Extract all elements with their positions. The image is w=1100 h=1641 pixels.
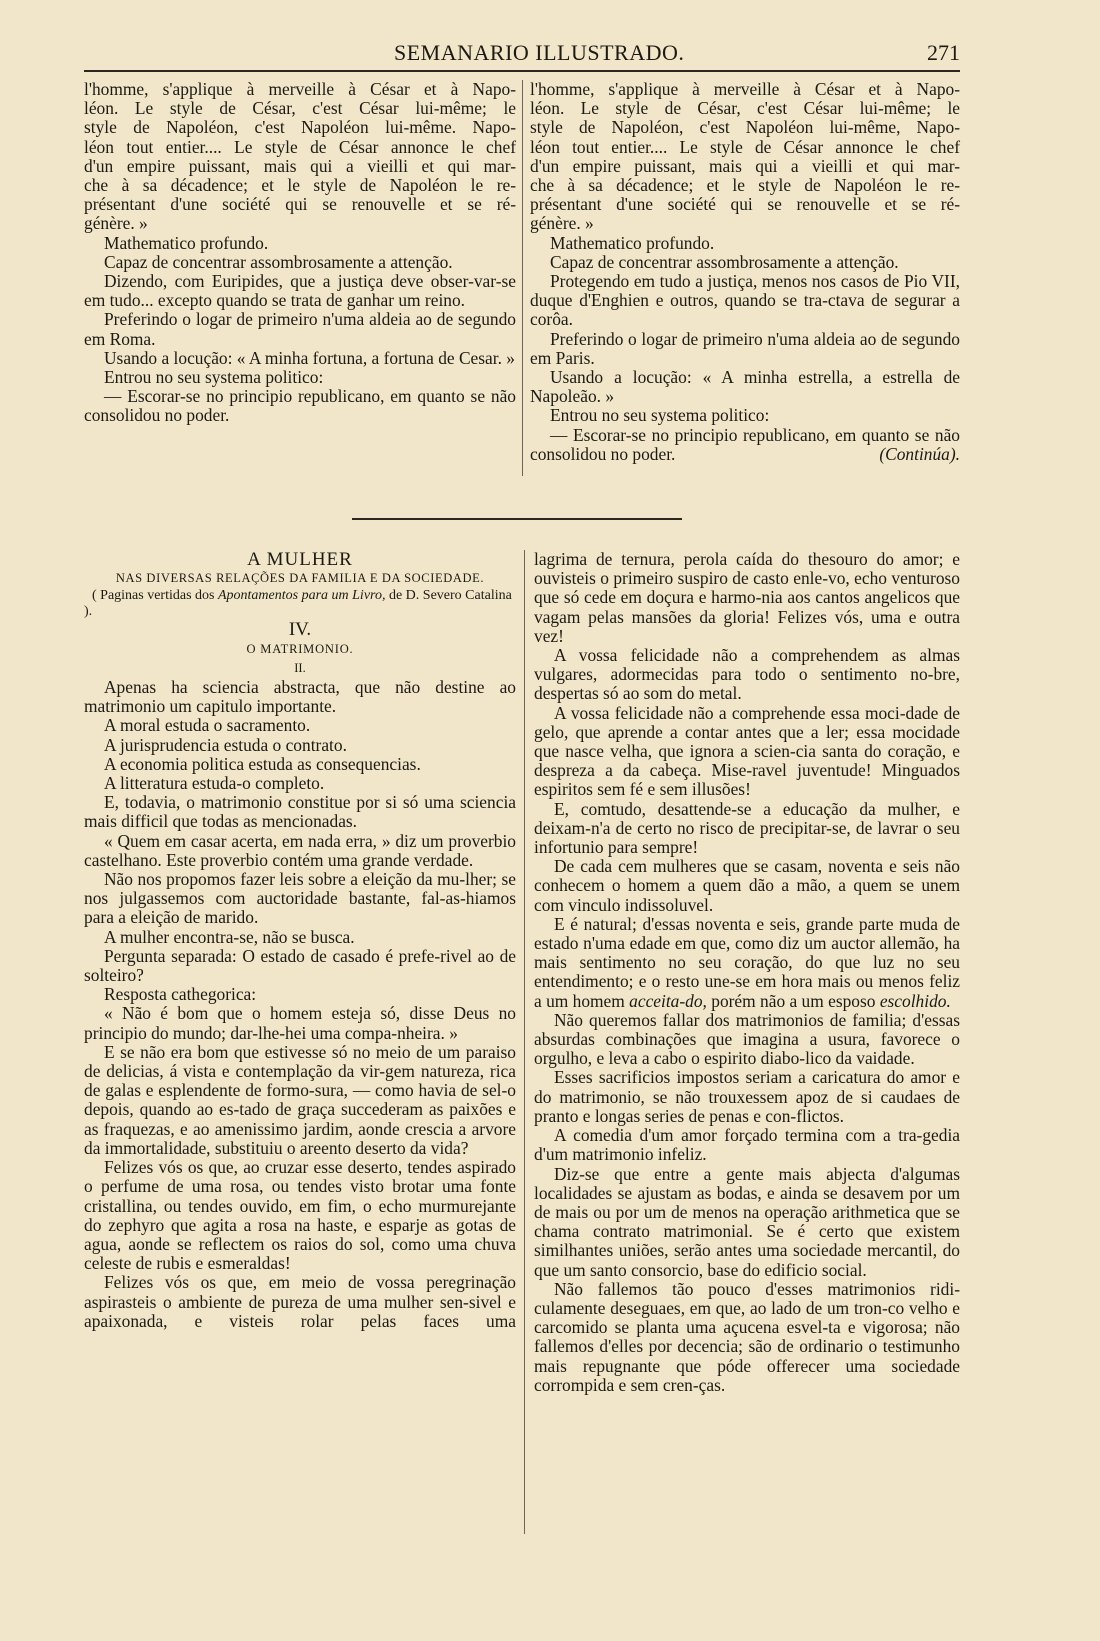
article-subtitle: NAS DIVERSAS RELAÇÕES DA FAMILIA E DA SOCIEDADE. (115, 571, 485, 586)
paragraph: A jurisprudencia estuda o contrato. (104, 734, 347, 755)
paragraph: A economia politica estuda as consequencias. (104, 753, 421, 774)
quote-line: présentant d'une société qui se renouvelle et se ré- (84, 194, 516, 215)
quote-line: d'un empire puissant, mais qui a vieilli et qui mar- (84, 155, 516, 176)
top-right-column (530, 80, 960, 464)
paragraph-continued: lagrima de ternura, perola caída do thesouro do amor; e ouvisteis o primeiro suspiro de casto enle-vo, echo venturoso que só cede em doçura e harmo-nia aos cantos angelicos que vagam pelas mansões da gloria! Felizes vós, uma e outra vez! (534, 549, 960, 646)
page-number: 271 (927, 40, 960, 65)
article-right-column (534, 550, 960, 1395)
paragraph: Entrou no seu systema politico: (550, 405, 770, 426)
paragraph: A litteratura estuda-o completo. (104, 773, 325, 794)
paragraph: A vossa felicidade não a comprehende essa moci-dade de gelo, que aprende a contar antes que a ler; essa mocidade que nasce velha, que ignora a scien-cia santa do coração, e despreza a da cabeça. Mise-ravel juventude! Minguados espiritos sem fé e sem illusões! (534, 702, 960, 800)
top-left-column (84, 80, 516, 426)
quote-line: léon. Le style de César, c'est César lui-même; le (530, 98, 960, 119)
quote-line: léon tout entier.... Le style de César annonce le chef (530, 136, 960, 157)
page-header (84, 40, 960, 72)
paragraph: Apenas ha sciencia abstracta, que não destine ao matrimonio um capitulo importante. (84, 677, 516, 717)
chapter-number: IV. (288, 619, 312, 641)
paragraph: Preferindo o logar de primeiro n'uma aldeia ao de segundo em Roma. (84, 309, 516, 349)
emphasis: acceita-do, (629, 990, 707, 1011)
column-divider (522, 80, 523, 476)
paragraph: Dizendo, com Euripides, que a justiça deve obser-var-se em tudo... excepto quando se trata de ganhar um reino. (84, 271, 516, 311)
paragraph: Diz-se que entre a gente mais abjecta d'algumas localidades se ajustam as bodas, e ainda se desavem por um de mais ou por um de menos na operação arithmetica que se chama contrato matrimonial. Se é certo que existem similhantes uniões, serão antes uma sociedade mercantil, do que um santo consorcio, base do edificio social. (534, 1163, 960, 1280)
paragraph: Não fallemos tão pouco d'esses matrimonios ridi-culamente deseguaes, em que, ao lado de um tron-co velho e carcomido se planta uma açucena esvel-ta e vigorosa; não fallemos d'elles por decencia; são de ordinario o testimunho mais repugnante que póde offerecer uma sociedade corrompida e sem cren-ças. (534, 1278, 960, 1395)
paragraph: « Não é bom que o homem esteja só, disse Deus no principio do mundo; dar-lhe-hei uma compa-nheira. » (84, 1003, 516, 1043)
paragraph: — Escorar-se no principio republicano, em quanto se não consolidou no poder. (84, 386, 516, 426)
paragraph: Capaz de concentrar assombrosamente a attenção. (104, 251, 453, 272)
paragraph: Usando a locução: « A minha fortuna, a fortuna de Cesar. » (104, 347, 515, 368)
quote-line: style de Napoléon, c'est Napoléon lui-même, Napo- (530, 117, 960, 138)
header-title: SEMANARIO ILLUSTRADO. (394, 40, 685, 65)
article-left-column (84, 550, 516, 1331)
chapter-title: O MATRIMONIO. (246, 641, 354, 656)
paragraph: A vossa felicidade não a comprehendem as almas vulgares, adormecidas para todo o sentimento no-bre, despertas só ao som do metal. (534, 645, 960, 704)
quote-line: léon. Le style de César, c'est César lui-même; le (84, 98, 516, 119)
section-number: II. (294, 660, 306, 675)
paragraph: E se não era bom que estivesse só no meio de um paraiso de delicias, á vista e contemplação da vir-gem natureza, rica de galas e esplendente de formo-sura, — como havia de sel-o depois, quando ao es-tado de graça succederam as paixões e as fraquezas, e ao amenissimo jardim, aonde crescia a arvore da immortalidade, substituiu o areento deserto da vida? (84, 1041, 516, 1158)
paragraph-text: E é natural; d'essas noventa e seis, grande parte muda de estado n'uma edade em que, como diz um auctor allemão, ha mais sentimento no seu coração, do que luz no seu entendimento; e o resto une-se em hora mais ou menos feliz a um homem (534, 913, 960, 1011)
quote-line: génère. » (84, 213, 148, 234)
paragraph: Não queremos fallar dos matrimonios de familia; d'essas absurdas combinações que imagina a usura, favorece o orgulho, e leva a cabo o espirito diabo-lico da vaidade. (534, 1009, 960, 1069)
paragraph: A comedia d'um amor forçado termina com a tra-gedia d'um matrimonio infeliz. (534, 1125, 960, 1165)
paragraph: E, comtudo, desattende-se a educação da mulher, e deixam-n'a de certo no risco de precipitar-se, de lavrar o seu infortunio para sempre! (534, 798, 960, 858)
paragraph: E, todavia, o matrimonio constitue por si só uma sciencia mais difficil que todas as mencionadas. (84, 792, 516, 832)
source-text: ( Paginas vertidas dos (92, 588, 218, 604)
quote-line: l'homme, s'applique à merveille à César et à Napo- (530, 79, 960, 99)
paragraph (534, 915, 960, 1011)
paragraph: « Quem em casar acerta, em nada erra, » diz um proverbio castelhano. Este proverbio contém uma grande verdade. (84, 830, 516, 870)
paragraph: Resposta cathegorica: (104, 984, 257, 1005)
continua-note: (Continúa). (879, 443, 960, 464)
quote-line: style de Napoléon, c'est Napoléon lui-même. Napo- (84, 117, 516, 138)
paragraph: Mathematico profundo. (550, 232, 715, 253)
quote-line: che à sa décadence; et le style de Napoléon le re- (530, 175, 960, 196)
source-book-title: Apontamentos para um Livro, (217, 588, 386, 604)
paragraph: Mathematico profundo. (104, 232, 269, 253)
quote-line: l'homme, s'applique à merveille à César et à Napo- (84, 79, 516, 99)
paragraph-text: — Escorar-se no principio republicano, em quanto se não consolidou no poder. (530, 424, 960, 464)
paragraph: Esses sacrificios impostos seriam a caricatura do amor e do matrimonio, se não trouxessem apoz de si caudaes de pranto e longas series de penas e con-flictos. (534, 1067, 960, 1126)
paragraph: Protegendo em tudo a justiça, menos nos casos de Pio VII, duque d'Enghien e outros, quando se tra-ctava de segurar a corôa. (530, 271, 960, 330)
column-divider (524, 550, 525, 1534)
quote-line: che à sa décadence; et le style de Napoléon le re- (84, 175, 516, 196)
paragraph: A mulher encontra-se, não se busca. (104, 926, 355, 947)
paragraph: Entrou no seu systema politico: (104, 367, 324, 388)
article-title: A MULHER (247, 549, 353, 570)
emphasis: escolhido. (879, 990, 951, 1011)
quote-line: génère. » (530, 213, 594, 234)
paragraph: Usando a locução: « A minha estrella, a estrella de Napoleão. » (530, 367, 960, 407)
paragraph: Pergunta separada: O estado de casado é prefe-rivel ao de solteiro? (84, 945, 516, 986)
quote-line: d'un empire puissant, mais qui a vieilli et qui mar- (530, 155, 960, 176)
paragraph (530, 426, 960, 464)
quote-line: léon tout entier.... Le style de César annonce le chef (84, 136, 516, 157)
paragraph-text: porém não a um esposo (706, 990, 880, 1011)
quote-line: présentant d'une société qui se renouvelle et se ré- (530, 194, 960, 215)
paragraph: Não nos propomos fazer leis sobre a eleição da mu-lher; se nos julgassemos com auctoridade bastante, fal-as-hiamos para a eleição de marido. (84, 869, 516, 928)
source-text: de D. Severo Catalina ). (84, 588, 512, 620)
paragraph: Felizes vós os que, em meio de vossa peregrinação aspirasteis o ambiente de pureza de uma mulher sen-sivel e apaixonada, e visteis rolar pelas faces uma (84, 1272, 516, 1331)
paragraph: Capaz de concentrar assombrosamente a attenção. (550, 251, 899, 272)
article-source (84, 588, 516, 620)
paragraph: A moral estuda o sacramento. (104, 715, 311, 736)
paragraph: Preferindo o logar de primeiro n'uma aldeia ao de segundo em Paris. (530, 328, 960, 368)
paragraph: De cada cem mulheres que se casam, noventa e seis não conhecem o homem a quem dão a mão, a quem se unem com vinculo indissoluvel. (534, 856, 960, 915)
section-separator (352, 518, 682, 520)
paragraph: Felizes vós os que, ao cruzar esse deserto, tendes aspirado o perfume de uma rosa, ou tendes visto brotar uma fonte cristallina, ou tendes ouvido, em fim, o echo murmurejante do zephyro que agita a rosa na haste, e esparje as gotas de agua, aonde se reflectem os raios do sol, como uma chuva celeste de rubis e esmeraldas! (84, 1157, 516, 1274)
